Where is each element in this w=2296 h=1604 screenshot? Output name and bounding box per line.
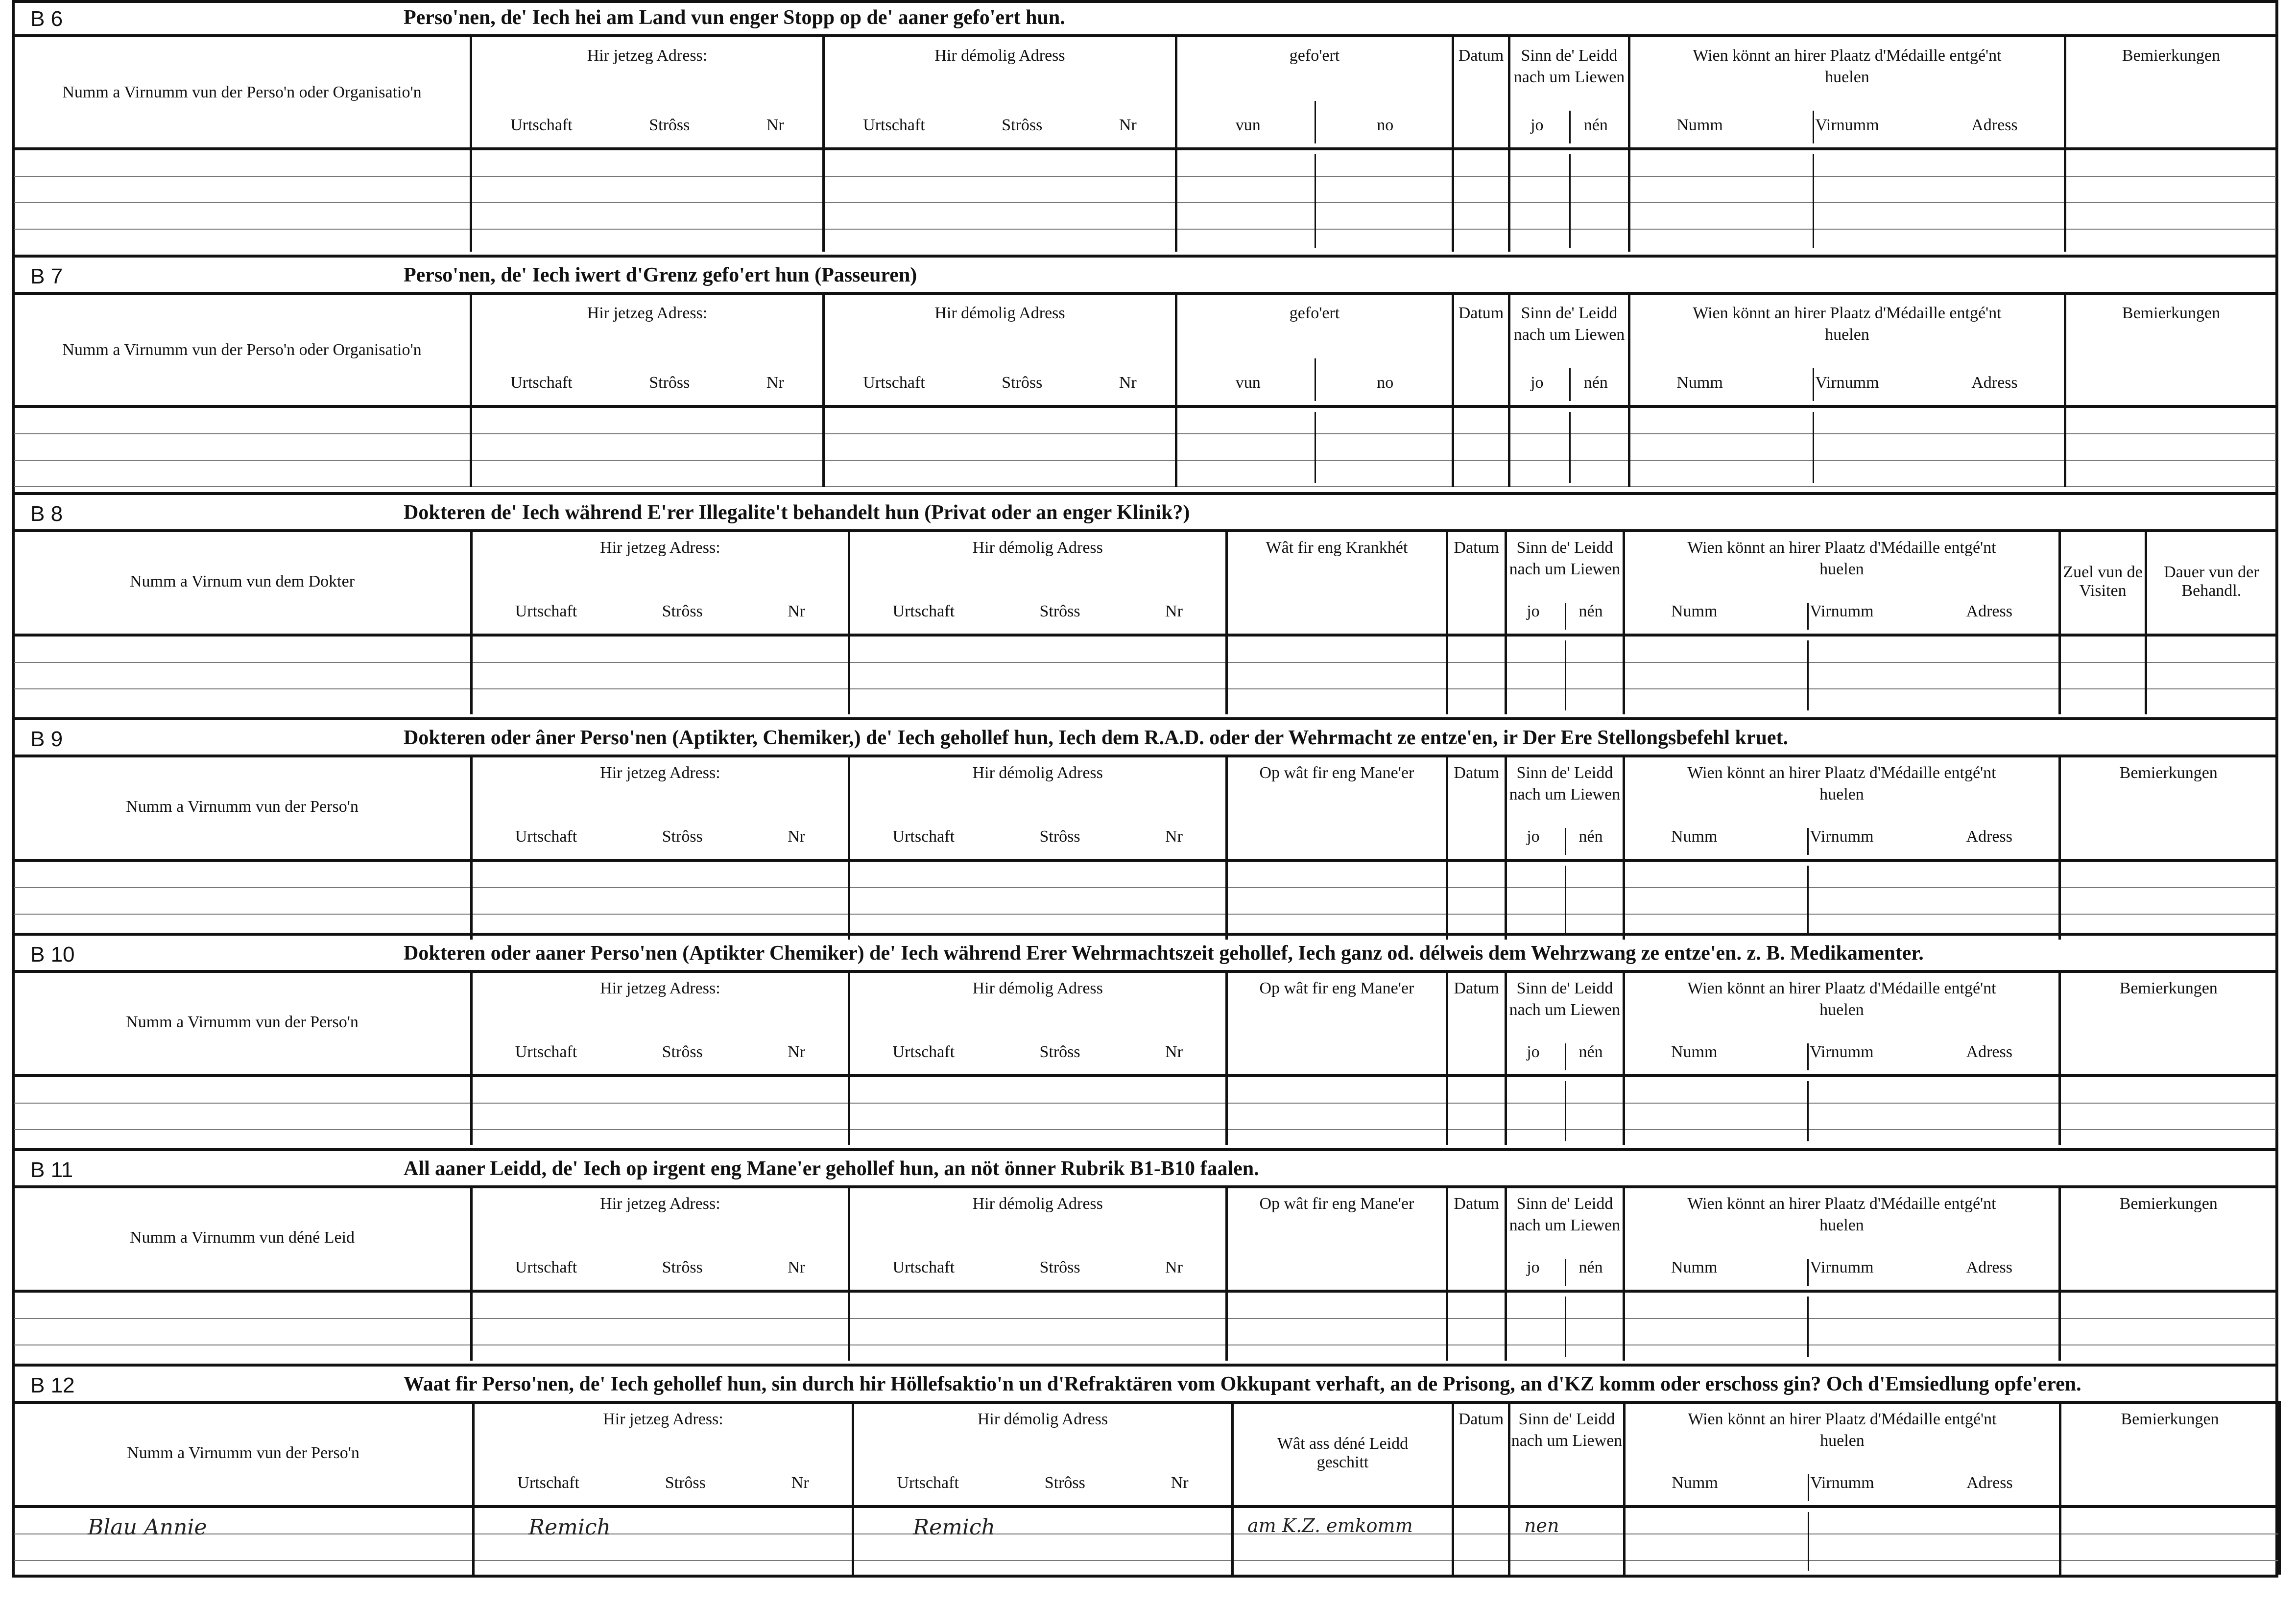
header-label: Strôss	[1039, 1043, 1080, 1061]
table-row	[13, 1507, 2280, 1575]
medal-cell[interactable]	[1624, 635, 2060, 714]
header-label: Strôss	[1002, 116, 1043, 134]
header-label: jo	[1527, 602, 1540, 620]
duration-cell[interactable]	[2146, 635, 2277, 714]
current-address-cell[interactable]	[471, 406, 824, 487]
former-address-cell[interactable]	[824, 406, 1176, 487]
header-label: Sinn de' Leidd nach um Liewen	[1509, 539, 1621, 578]
header-label: jo	[1527, 1258, 1540, 1276]
medal-header	[1624, 1185, 2060, 1291]
header-label: Nr	[1171, 1474, 1189, 1492]
header-label: Urtschaft	[897, 1474, 959, 1492]
manner-header	[1226, 755, 1447, 860]
section-header	[12, 255, 2278, 295]
current-address-cell[interactable]	[471, 149, 824, 252]
life-cell[interactable]	[1509, 406, 1629, 487]
remarks-header	[2060, 1401, 2280, 1507]
medal-header	[1624, 755, 2060, 860]
table-row	[13, 406, 2277, 487]
fate-cell[interactable]	[1233, 1507, 1453, 1575]
header-label: vun	[1235, 374, 1261, 392]
guided-cell[interactable]	[1176, 406, 1453, 487]
name-column-header	[13, 1401, 474, 1507]
medal-header	[1625, 1401, 2060, 1507]
header-label: Wien könnt an hirer Plaatz d'Médaille entgé'nt huelen	[1687, 979, 1996, 1019]
header-label: Urtschaft	[515, 1043, 577, 1061]
remarks-header	[2065, 295, 2277, 406]
date-header	[1447, 529, 1506, 635]
medal-header	[1624, 970, 2060, 1076]
header-label: no	[1377, 374, 1394, 392]
manner-cell[interactable]	[1226, 1291, 1447, 1361]
date-cell[interactable]	[1447, 860, 1506, 940]
section-title: Dokteren oder aaner Perso'nen (Aptikter Chemiker) de' Iech während Erer Wehrmachtszeit gehollef, Iech ganz od. délweis dem Wehrzwang ze entze'en. z. B. Medikamenter.	[404, 942, 1924, 965]
header-label: Strôss	[1039, 1258, 1080, 1276]
date-cell[interactable]	[1447, 635, 1506, 714]
medal-cell[interactable]	[1625, 1507, 2060, 1575]
date-cell[interactable]	[1453, 1507, 1509, 1575]
date-header	[1447, 755, 1506, 860]
section-table	[12, 529, 2278, 714]
header-label: vun	[1235, 116, 1261, 134]
former-address-header	[853, 1401, 1233, 1507]
header-label: Nr	[766, 116, 784, 134]
life-header	[1506, 755, 1624, 860]
name-cell[interactable]	[13, 1291, 472, 1361]
header-label: Urtschaft	[863, 116, 925, 134]
section-title: Perso'nen, de' Iech iwert d'Grenz gefo'ert hun (Passeuren)	[404, 264, 917, 286]
header-label: Wien könnt an hirer Plaatz d'Médaille entgé'nt huelen	[1693, 304, 2002, 344]
header-label: Nr	[1165, 827, 1183, 846]
handwritten-former-place: Remich	[913, 1515, 995, 1540]
header-label: Adress	[1966, 1043, 2012, 1061]
former-address-header	[849, 970, 1226, 1076]
remarks-cell[interactable]	[2060, 860, 2277, 940]
header-label: Dauer vun der Behandl.	[2164, 563, 2259, 600]
former-address-cell[interactable]	[849, 860, 1226, 940]
former-address-header	[824, 37, 1176, 149]
life-cell[interactable]	[1509, 1507, 1625, 1575]
current-address-header	[471, 295, 824, 406]
header-label: nén	[1583, 374, 1608, 392]
header-label: Numm	[1671, 1043, 1718, 1061]
header-label: jo	[1527, 827, 1540, 846]
header-label: Hir jetzeg Adress:	[600, 1195, 720, 1213]
header-label: Wien könnt an hirer Plaatz d'Médaille entgé'nt huelen	[1687, 1195, 1996, 1234]
header-label: Strôss	[662, 827, 703, 846]
name-cell[interactable]	[13, 1507, 474, 1575]
header-label: Bemierkungen	[2119, 1195, 2218, 1213]
header-label: Adress	[1971, 374, 2018, 392]
header-label: Adress	[1971, 116, 2018, 134]
header-label: Nr	[1165, 1043, 1183, 1061]
header-label: Numm a Virnumm vun der Perso'n	[126, 1013, 359, 1031]
header-label: Datum	[1454, 539, 1499, 557]
header-label: Urtschaft	[863, 374, 925, 392]
header-label: Nr	[766, 374, 784, 392]
header-label: nén	[1583, 116, 1608, 134]
header-label: Hir démolig Adress	[972, 764, 1103, 782]
header-label: Nr	[1165, 602, 1183, 620]
former-address-cell[interactable]	[824, 149, 1176, 252]
name-column-header	[13, 295, 471, 406]
current-address-header	[471, 37, 824, 149]
name-cell[interactable]	[13, 1076, 472, 1145]
life-header	[1506, 529, 1624, 635]
name-column-header	[13, 970, 472, 1076]
header-label: Numm a Virnumm vun der Perso'n oder Organisatio'n	[62, 340, 422, 359]
date-header	[1453, 1401, 1509, 1507]
section-header	[12, 933, 2278, 973]
former-address-header	[824, 295, 1176, 406]
name-cell[interactable]	[13, 635, 472, 714]
handwritten-name: Blau Annie	[88, 1515, 207, 1540]
section-header	[12, 492, 2278, 532]
header-label: Numm	[1676, 374, 1723, 392]
section-title: All aaner Leidd, de' Iech op irgent eng Mane'er gehollef hun, an nöt önner Rubrik B1-B10 faalen.	[404, 1157, 1259, 1180]
handwritten-current-place: Remich	[528, 1515, 611, 1540]
header-label: Op wât fir eng Mane'er	[1259, 1195, 1414, 1213]
name-cell[interactable]	[13, 149, 471, 252]
table-row	[13, 635, 2277, 714]
section-b7	[12, 255, 2278, 492]
life-header	[1506, 970, 1624, 1076]
name-cell[interactable]	[13, 860, 472, 940]
life-cell[interactable]	[1506, 1076, 1624, 1145]
section-header	[12, 717, 2278, 757]
header-label: Wien könnt an hirer Plaatz d'Médaille entgé'nt huelen	[1687, 764, 1996, 803]
header-label: jo	[1531, 116, 1544, 134]
current-address-cell[interactable]	[472, 1291, 849, 1361]
header-label: Bemierkungen	[2122, 47, 2221, 65]
life-cell[interactable]	[1509, 149, 1629, 252]
header-label: Urtschaft	[892, 602, 955, 620]
header-label: Urtschaft	[510, 116, 573, 134]
section-code: B 10	[30, 943, 75, 967]
name-column-header	[13, 529, 472, 635]
fate-header	[1233, 1401, 1453, 1507]
medal-cell[interactable]	[1629, 149, 2065, 252]
header-label: Zuel vun de Visiten	[2063, 563, 2143, 600]
table-row	[13, 149, 2277, 252]
name-column-header	[13, 1185, 472, 1291]
table-row	[13, 860, 2277, 940]
illness-header	[1226, 529, 1447, 635]
date-header	[1453, 295, 1509, 406]
header-label: Urtschaft	[892, 1258, 955, 1276]
remarks-cell[interactable]	[2065, 406, 2277, 487]
date-cell[interactable]	[1447, 1291, 1506, 1361]
current-address-cell[interactable]	[472, 1076, 849, 1145]
medal-header	[1624, 529, 2060, 635]
remarks-header	[2065, 37, 2277, 149]
header-label: Strôss	[662, 602, 703, 620]
former-address-header	[849, 755, 1226, 860]
life-header	[1509, 1401, 1625, 1507]
current-address-cell[interactable]	[472, 860, 849, 940]
header-label: Sinn de' Leidd nach um Liewen	[1511, 1410, 1623, 1450]
remarks-header	[2060, 755, 2277, 860]
header-label: Wien könnt an hirer Plaatz d'Médaille entgé'nt huelen	[1688, 1410, 1997, 1450]
header-label: Hir démolig Adress	[934, 47, 1065, 65]
header-label: Hir jetzeg Adress:	[587, 47, 708, 65]
life-cell[interactable]	[1506, 635, 1624, 714]
current-address-header	[472, 1185, 849, 1291]
form-sheet	[12, 0, 2278, 1578]
guided-cell[interactable]	[1176, 149, 1453, 252]
header-label: Nr	[788, 827, 806, 846]
former-address-cell[interactable]	[849, 1076, 1226, 1145]
section-table	[12, 755, 2278, 940]
header-label: Hir jetzeg Adress:	[587, 304, 708, 322]
date-cell[interactable]	[1453, 149, 1509, 252]
header-label: jo	[1527, 1043, 1540, 1061]
life-cell[interactable]	[1506, 1291, 1624, 1361]
header-label: Adress	[1966, 1258, 2012, 1276]
header-label: Numm	[1676, 116, 1723, 134]
header-label: Hir jetzeg Adress:	[600, 764, 720, 782]
header-label: Strôss	[649, 116, 690, 134]
section-title: Waat fir Perso'nen, de' Iech gehollef hun, sin durch hir Höllefsaktio'n un d'Refraktären vom Okkupant verhaft, an de Prisong, an d'KZ komm oder erschoss gin? Och d'Emsiedlung opfe'eren.	[404, 1373, 2081, 1395]
header-label: Sinn de' Leidd nach um Liewen	[1513, 304, 1625, 344]
header-label: Wien könnt an hirer Plaatz d'Médaille entgé'nt huelen	[1687, 539, 1996, 578]
header-label: Hir jetzeg Adress:	[600, 539, 720, 557]
header-label: Numm a Virnumm vun der Perso'n oder Organisatio'n	[62, 83, 422, 101]
header-label: Virnumm	[1810, 1043, 1874, 1061]
header-label: Numm	[1671, 1258, 1718, 1276]
header-label: no	[1377, 116, 1394, 134]
header-label: Datum	[1458, 304, 1504, 322]
header-label: Bemierkungen	[2121, 1410, 2219, 1428]
header-label: Numm a Virnumm vun der Perso'n	[127, 1443, 359, 1462]
header-label: Hir démolig Adress	[972, 1195, 1103, 1213]
header-label: Virnumm	[1815, 374, 1879, 392]
section-table	[12, 295, 2278, 487]
medal-cell[interactable]	[1624, 860, 2060, 940]
section-title: Dokteren de' Iech während E'rer Illegalite't behandelt hun (Privat oder an enger Klinik?)	[404, 501, 1190, 524]
header-label: Datum	[1458, 47, 1504, 65]
date-header	[1447, 1185, 1506, 1291]
header-label: Strôss	[665, 1474, 706, 1492]
section-code: B 7	[30, 264, 63, 288]
header-label: Numm	[1671, 827, 1718, 846]
date-cell[interactable]	[1447, 1076, 1506, 1145]
header-label: Hir démolig Adress	[972, 539, 1103, 557]
header-label: Nr	[788, 1043, 806, 1061]
section-code: B 11	[30, 1158, 73, 1182]
manner-cell[interactable]	[1226, 860, 1447, 940]
header-label: Urtschaft	[892, 1043, 955, 1061]
manner-cell[interactable]	[1226, 1076, 1447, 1145]
current-address-header	[472, 970, 849, 1076]
header-label: gefo'ert	[1289, 304, 1340, 322]
header-label: Wât ass déné Leidd geschitt	[1277, 1434, 1409, 1471]
manner-header	[1226, 970, 1447, 1076]
header-label: Hir démolig Adress	[934, 304, 1065, 322]
medal-cell[interactable]	[1629, 406, 2065, 487]
header-label: Urtschaft	[515, 827, 577, 846]
header-label: Virnumm	[1810, 1258, 1874, 1276]
former-address-cell[interactable]	[849, 635, 1226, 714]
former-address-header	[849, 1185, 1226, 1291]
header-label: Sinn de' Leidd nach um Liewen	[1509, 979, 1621, 1019]
section-title: Perso'nen, de' Iech hei am Land vun enger Stopp op de' aaner gefo'ert hun.	[404, 6, 1065, 29]
header-label: Numm a Virnum vun dem Dokter	[129, 572, 355, 590]
header-label: Datum	[1458, 1410, 1504, 1428]
former-address-cell[interactable]	[853, 1507, 1233, 1575]
section-b9	[12, 717, 2278, 943]
remarks-cell[interactable]	[2065, 149, 2277, 252]
former-address-header	[849, 529, 1226, 635]
header-label: Bemierkungen	[2119, 764, 2218, 782]
guided-header	[1176, 295, 1453, 406]
current-address-cell[interactable]	[474, 1507, 853, 1575]
header-label: Nr	[791, 1474, 809, 1492]
medal-header	[1629, 37, 2065, 149]
name-column-header	[13, 37, 471, 149]
header-label: Adress	[1966, 602, 2012, 620]
header-label: Urtschaft	[517, 1474, 579, 1492]
section-b11	[12, 1148, 2278, 1364]
header-label: nén	[1578, 1043, 1603, 1061]
header-label: Urtschaft	[892, 827, 955, 846]
section-header	[12, 0, 2278, 37]
life-header	[1509, 37, 1629, 149]
section-b10	[12, 933, 2278, 1148]
header-label: Sinn de' Leidd nach um Liewen	[1509, 1195, 1621, 1234]
table-row	[13, 1291, 2277, 1361]
section-b8	[12, 492, 2278, 717]
section-table	[12, 970, 2278, 1145]
header-label: Strôss	[1044, 1474, 1085, 1492]
header-label: Op wât fir eng Mane'er	[1259, 764, 1414, 782]
header-label: Sinn de' Leidd nach um Liewen	[1509, 764, 1621, 803]
section-code: B 9	[30, 727, 63, 751]
header-label: jo	[1531, 374, 1544, 392]
illness-cell[interactable]	[1226, 635, 1447, 714]
current-address-header	[472, 529, 849, 635]
visits-header	[2060, 529, 2146, 635]
header-label: Urtschaft	[515, 602, 577, 620]
date-header	[1453, 37, 1509, 149]
name-column-header	[13, 755, 472, 860]
header-label: Datum	[1454, 764, 1499, 782]
header-label: Datum	[1454, 1195, 1499, 1213]
section-header	[12, 1148, 2278, 1188]
section-title: Dokteren oder âner Perso'nen (Aptikter, Chemiker,) de' Iech gehollef hun, Iech dem R.A.D. oder der Wehrmacht ze entze'en, ir Der Ere Stellongsbefehl kruet.	[404, 727, 1788, 749]
guided-header	[1176, 37, 1453, 149]
header-label: Strôss	[662, 1043, 703, 1061]
remarks-cell[interactable]	[2060, 1507, 2280, 1575]
header-label: Numm	[1671, 602, 1718, 620]
header-label: Nr	[788, 602, 806, 620]
medal-header	[1629, 295, 2065, 406]
section-table	[12, 1401, 2281, 1575]
section-b6	[12, 0, 2278, 255]
handwritten-fate: am K.Z. emkomm	[1247, 1515, 1413, 1536]
header-label: Hir démolig Adress	[977, 1410, 1108, 1428]
date-header	[1447, 970, 1506, 1076]
header-label: Nr	[1119, 116, 1137, 134]
header-label: Numm a Virnumm vun der Perso'n	[126, 797, 359, 816]
header-label: Virnumm	[1815, 116, 1879, 134]
header-label: Numm	[1672, 1474, 1718, 1492]
header-label: Virnumm	[1810, 602, 1874, 620]
date-cell[interactable]	[1453, 406, 1509, 487]
header-label: Nr	[1165, 1258, 1183, 1276]
header-label: Nr	[788, 1258, 806, 1276]
name-cell[interactable]	[13, 406, 471, 487]
medal-cell[interactable]	[1624, 1076, 2060, 1145]
header-label: nén	[1578, 1258, 1603, 1276]
header-label: Strôss	[662, 1258, 703, 1276]
manner-header	[1226, 1185, 1447, 1291]
header-label: Urtschaft	[515, 1258, 577, 1276]
header-label: Strôss	[1002, 374, 1043, 392]
header-label: Strôss	[1039, 602, 1080, 620]
section-code: B 12	[30, 1373, 75, 1397]
header-label: Op wât fir eng Mane'er	[1259, 979, 1414, 997]
header-label: Virnumm	[1810, 1474, 1874, 1492]
remarks-cell[interactable]	[2060, 1076, 2277, 1145]
section-header	[12, 1364, 2278, 1404]
header-label: nén	[1578, 602, 1603, 620]
section-table	[12, 37, 2278, 252]
section-b12	[12, 1364, 2278, 1578]
header-label: Datum	[1454, 979, 1499, 997]
former-address-cell[interactable]	[849, 1291, 1226, 1361]
life-cell[interactable]	[1506, 860, 1624, 940]
header-label: Bemierkungen	[2119, 979, 2218, 997]
remarks-header	[2060, 1185, 2277, 1291]
header-label: Adress	[1966, 827, 2012, 846]
header-label: Bemierkungen	[2122, 304, 2221, 322]
section-table	[12, 1185, 2278, 1361]
handwritten-answer: nen	[1524, 1515, 1559, 1536]
header-label: Hir démolig Adress	[972, 979, 1103, 997]
header-label: Hir jetzeg Adress:	[600, 979, 720, 997]
header-label: Strôss	[649, 374, 690, 392]
remarks-cell[interactable]	[2060, 1291, 2277, 1361]
header-label: Wien könnt an hirer Plaatz d'Médaille entgé'nt huelen	[1693, 47, 2002, 86]
life-header	[1506, 1185, 1624, 1291]
section-code: B 8	[30, 502, 63, 526]
current-address-cell[interactable]	[472, 635, 849, 714]
header-label: Sinn de' Leidd nach um Liewen	[1513, 47, 1625, 86]
current-address-header	[472, 755, 849, 860]
header-label: Virnumm	[1810, 827, 1874, 846]
duration-header	[2146, 529, 2277, 635]
medal-cell[interactable]	[1624, 1291, 2060, 1361]
header-label: Hir jetzeg Adress:	[603, 1410, 723, 1428]
header-label: Adress	[1966, 1474, 2013, 1492]
remarks-header	[2060, 970, 2277, 1076]
header-label: Nr	[1119, 374, 1137, 392]
header-label: Strôss	[1039, 827, 1080, 846]
header-label: Numm a Virnumm vun déné Leid	[129, 1228, 355, 1247]
header-label: gefo'ert	[1289, 47, 1340, 65]
header-label: Urtschaft	[510, 374, 573, 392]
life-header	[1509, 295, 1629, 406]
current-address-header	[474, 1401, 853, 1507]
table-row	[13, 1076, 2277, 1145]
section-code: B 6	[30, 7, 63, 31]
visits-cell[interactable]	[2060, 635, 2146, 714]
header-label: Wât fir eng Krankhét	[1266, 539, 1408, 557]
header-label: nén	[1578, 827, 1603, 846]
